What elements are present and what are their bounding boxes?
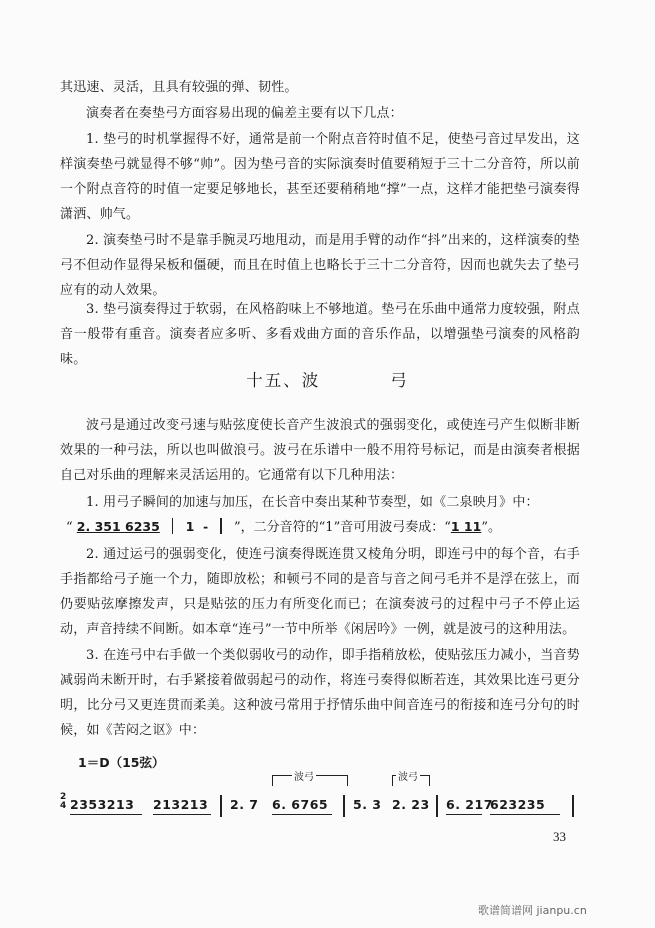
measure-2-a: 2. 7 [230,797,259,812]
bobow-bracket-label: 波弓 [396,768,420,783]
underline-beam [490,814,560,815]
measure-1-b: 213213 [153,797,209,812]
measure-3-a: 5. 3 [353,797,382,812]
measure-4-b: 623235 [490,797,546,812]
open-quote: “ [66,520,73,535]
bobow-bracket-label: 波弓 [292,768,316,783]
page-number: 33 [553,829,566,844]
measure-3-b: 2. 23 [392,797,430,812]
paragraph-deviation-1: 1. 垫弓的时机掌握得不好，通常是前一个附点音符时值不足，使垫弓音过早发出，这样演奏垫弓就显得不够“帅”。因为垫弓音的实际演奏时值要稍短于三十二分音符，所以前一个附点音符的时值一定要足够地长，甚至还要稍稍地“撑”一点，这样才能把垫弓演奏得潇洒、帅气。 [60,132,580,222]
bar-line [220,518,222,534]
bar-line [436,795,438,817]
paragraph-bobow-use-2: 2. 通过运弓的强弱变化，使连弓演奏得既连贯又棱角分明，即连弓中的每个音，右手手指都给弓子施一个力，随即放松；和顿弓不同的是音与音之间弓毛并不是浮在弦上，而仍要贴弦摩擦发声，只是贴弦的压力有所变化而已；在演奏波弓的过程中弓子不停止运动，声音持续不间断。如本章“连弓”一节中所举《闲居吟》一例，就是波弓的这种用法。 [60,547,580,637]
underline-beam [153,814,211,815]
section-title-left: 十五、波 [246,371,321,390]
paragraph-bobow-definition: 波弓是通过改变弓速与贴弦度使长音产生波浪式的强弱变化，或使连弓产生似断非断效果的一种弓法，所以也叫做浪弓。波弓在乐谱中一般不用符号标记，而是由演奏者根据自己对乐曲的理解来灵活运用的。它通常有以下几种用法： [60,418,580,483]
underline-beam [70,814,142,815]
time-signature [60,793,66,811]
key-signature: 1＝D（15弦） [78,755,165,770]
paragraph-intro-tail: 其迅速、灵活，且具有较强的弹、韧性。 [60,80,298,95]
paragraph-deviation-2: 2. 演奏垫弓时不是靠手腕灵巧地甩动，而是用手臂的动作“抖”出来的，这样演奏的垫弓不但动作显得呆板和僵硬，而且在时值上也略长于三十二分音符，因而也就失去了垫弓应有的动人效果。 [60,233,580,298]
section-title-right: 弓 [390,371,409,390]
paragraph-bobow-use-1: 1. 用弓子瞬间的加速与加压，在长音中奏出某种节奏型，如《二泉映月》中： [86,495,539,510]
paragraph-bobow-use-3: 3. 在连弓中右手做一个类似弱收弓的动作，即手指稍放松，使贴弦压力减小，当音势减弱尚未断开时，右手紧接着做弱起弓的动作，将连弓奏得似断若连，其效果比连弓更分明，比分弓又更连贯而柔美。这种波弓常用于抒情乐曲中间音连弓的衔接和连弓分句的时候，如《苦闷之讴》中： [60,648,580,738]
watermark: 歌谱简谱网 jianpu.cn [478,904,587,917]
music-score [60,755,580,835]
time-signature-bottom: 4 [60,801,67,811]
paragraph-deviation-intro: 演奏者在奏垫弓方面容易出现的偏差主要有以下几点： [86,106,403,121]
notation-a: 2. 351 6235 [76,519,160,534]
underline-beam [272,814,332,815]
inline-end: ”。 [481,520,501,535]
section-title [0,367,655,391]
inline-notation-example [66,516,501,535]
bar-line [220,795,222,817]
measure-1-a: 2353213 [70,797,135,812]
inline-explanation: ”，二分音符的“1”音可用波弓奏成：“ [234,520,451,535]
bar-line [343,795,345,817]
measure-4-a: 6. 217 [446,797,493,812]
bar-line [572,795,574,817]
notation-c: 1 11 [450,519,482,534]
underline-beam [446,814,482,815]
measure-2-b: 6. 6765 [272,797,329,812]
notation-b: 1 - [185,519,209,534]
paragraph-deviation-3: 3. 垫弓演奏得过于软弱，在风格韵味上不够地道。垫弓在乐曲中通常力度较强，附点音一般带有重音。演奏者应多听、多看戏曲方面的音乐作品，以增强垫弓演奏的风格韵味。 [60,302,580,367]
bar-line [172,518,174,534]
time-signature-top: 2 [60,792,67,802]
